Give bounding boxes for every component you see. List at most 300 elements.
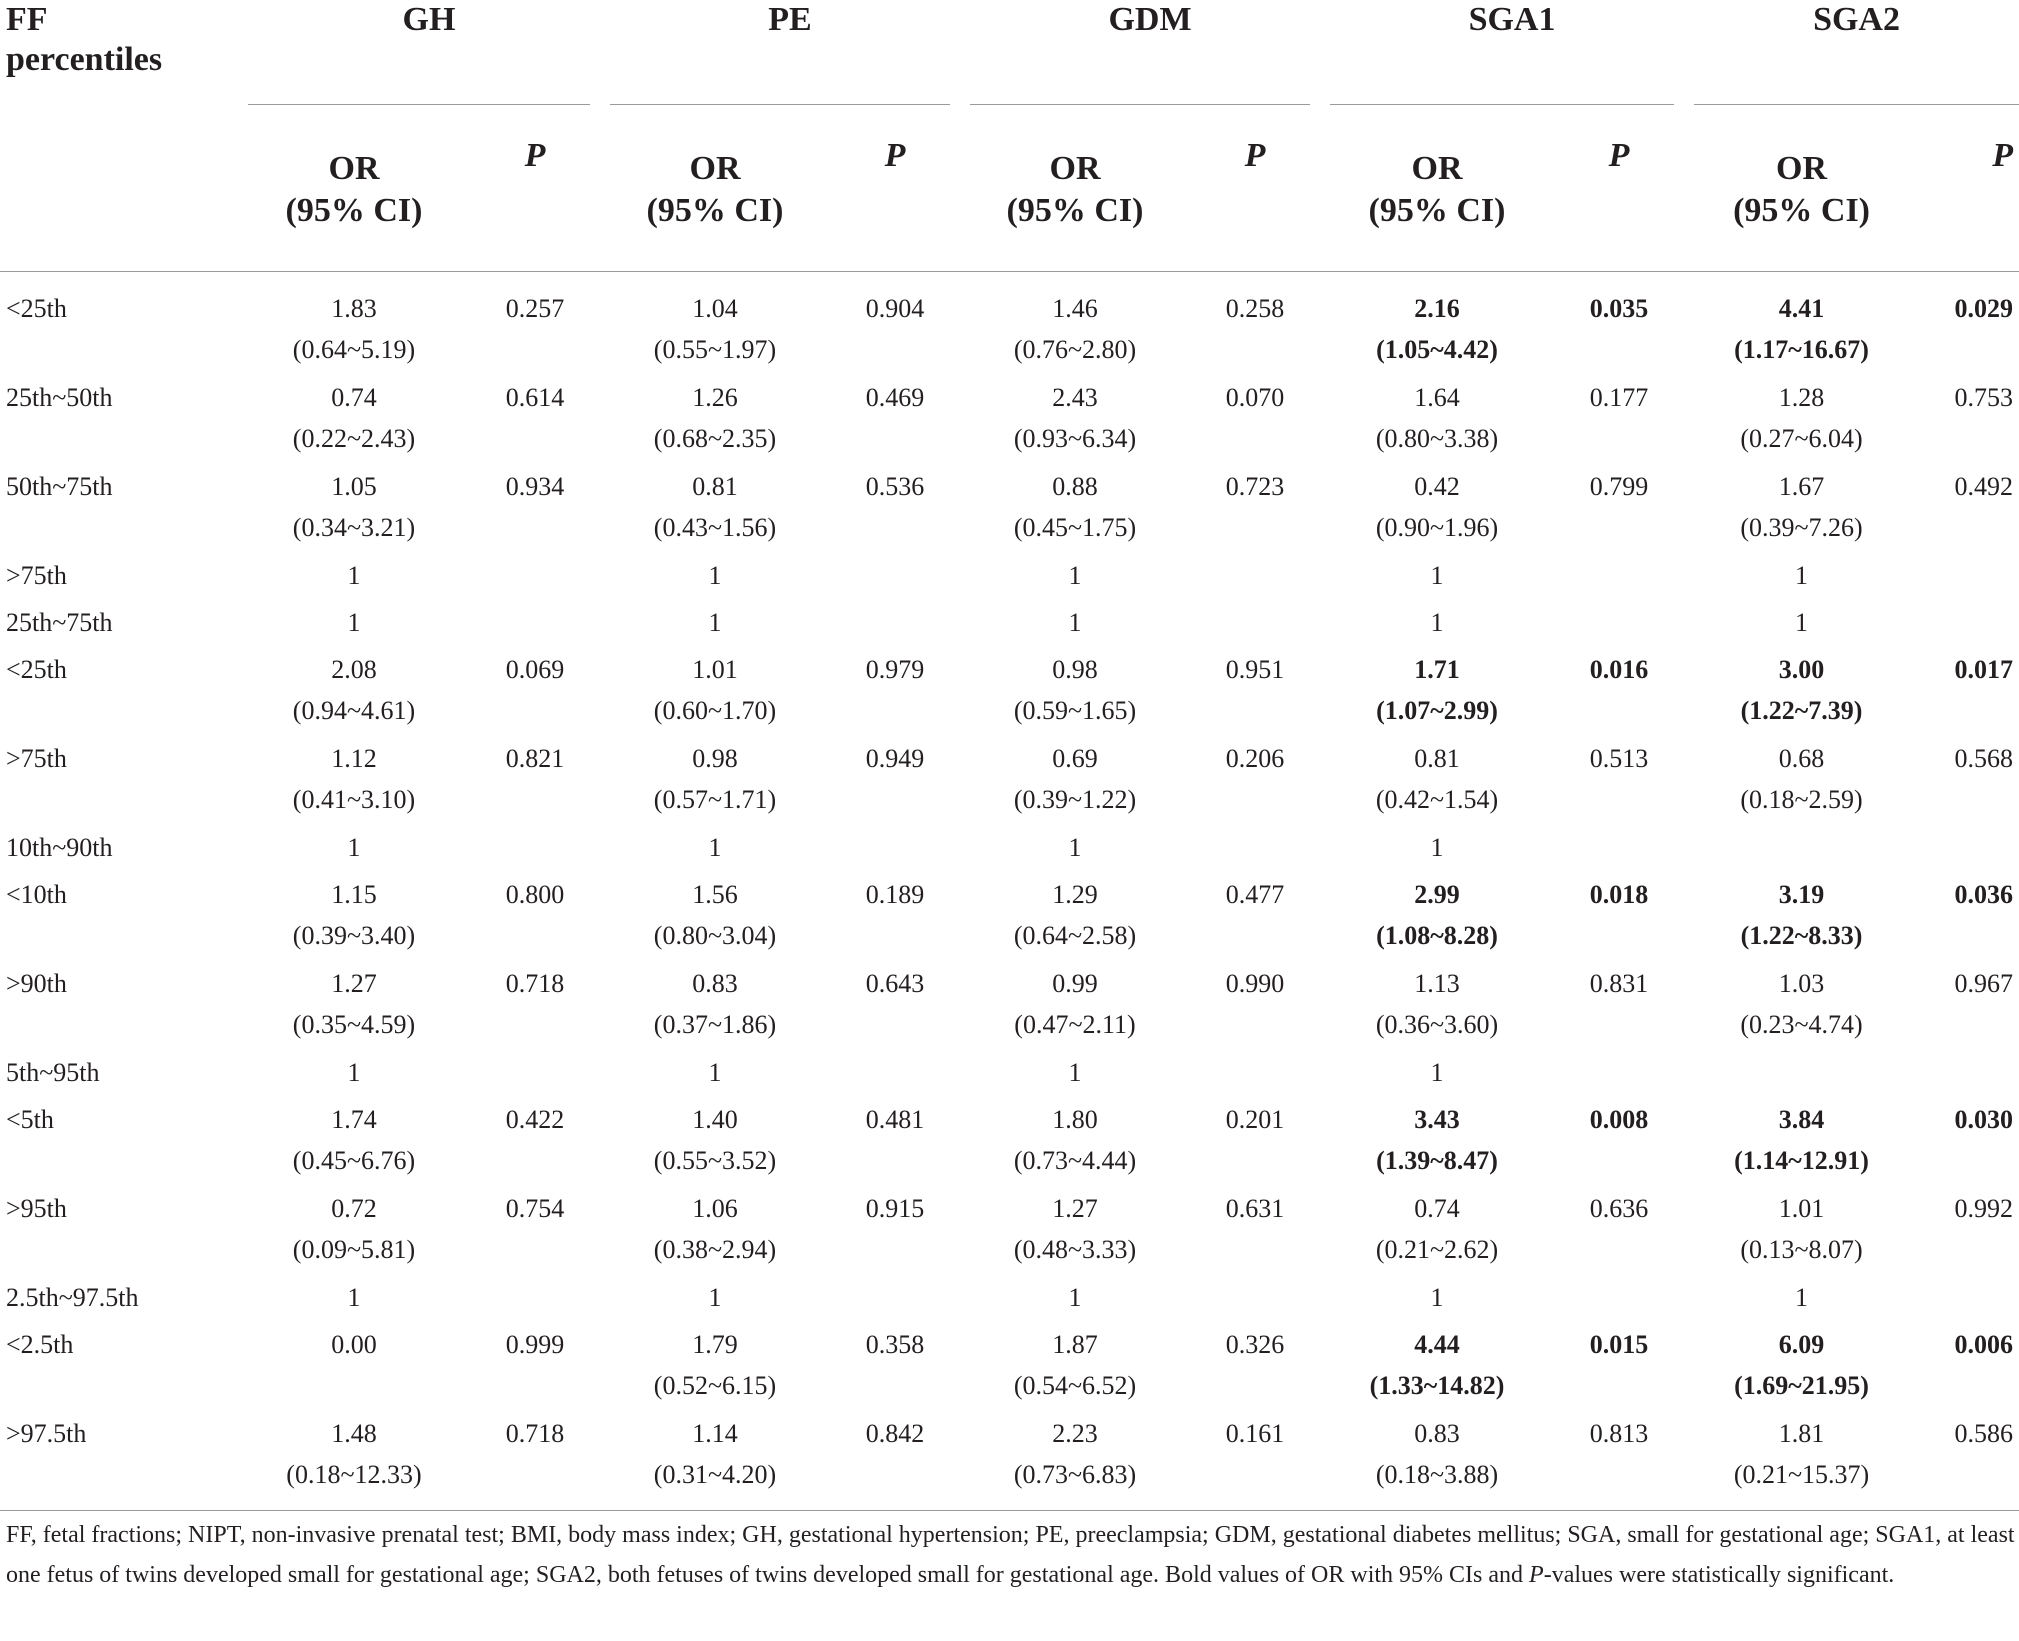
p-value: 0.513 xyxy=(1589,744,1649,773)
row-label: 25th~50th xyxy=(6,383,113,412)
or-cell xyxy=(1694,1277,1909,1324)
table-row xyxy=(0,738,2019,827)
p-value: 0.258 xyxy=(1225,294,1285,323)
or-value: 0.74 xyxy=(331,383,377,412)
group-header-gh: GH xyxy=(402,1,456,38)
ci-value: (0.60~1.70) xyxy=(653,696,777,725)
p-header: P xyxy=(1992,137,2014,174)
or-cell xyxy=(610,1413,820,1502)
ci-value: (0.39~3.40) xyxy=(292,921,416,950)
or-cell xyxy=(610,1324,820,1413)
p-value: 0.069 xyxy=(505,655,565,684)
or-cell xyxy=(1330,272,1544,378)
or-value: 3.00 xyxy=(1778,655,1825,684)
p-value: 0.036 xyxy=(1954,880,2014,909)
p-value xyxy=(820,827,970,874)
ci-value: (0.18~3.88) xyxy=(1375,1460,1499,1489)
p-header: P xyxy=(884,137,906,174)
or-value: 1.79 xyxy=(692,1330,738,1359)
table-row xyxy=(0,272,2019,378)
or-value: 0.98 xyxy=(692,744,738,773)
p-value: 0.586 xyxy=(1954,1419,2014,1448)
or-value: 1 xyxy=(347,1058,361,1087)
or-value: 0.81 xyxy=(1414,744,1460,773)
ci-value: (0.36~3.60) xyxy=(1375,1010,1499,1039)
or-cell xyxy=(1330,1099,1544,1188)
p-value: 0.008 xyxy=(1589,1105,1649,1134)
table-body xyxy=(0,272,2019,1503)
or-header-line: OR xyxy=(689,150,741,187)
ci-value: (1.39~8.47) xyxy=(1376,1146,1498,1175)
ci-value: (0.80~3.04) xyxy=(653,921,777,950)
p-value xyxy=(1909,827,2019,874)
row-label: <25th xyxy=(6,294,67,323)
or-cell xyxy=(1694,874,1909,963)
or-value: 1.29 xyxy=(1052,880,1098,909)
ci-value: (0.80~3.38) xyxy=(1375,424,1499,453)
ci-value: (1.08~8.28) xyxy=(1376,921,1498,950)
or-value: 0.83 xyxy=(692,969,738,998)
table-row xyxy=(0,377,2019,466)
p-value xyxy=(1544,1052,1694,1099)
or-value: 1.40 xyxy=(692,1105,738,1134)
or-cell xyxy=(610,963,820,1052)
row-label: <2.5th xyxy=(6,1330,74,1359)
or-cell xyxy=(1694,1188,1909,1277)
ci-value: (0.93~6.34) xyxy=(1013,424,1137,453)
p-value: 0.016 xyxy=(1589,655,1649,684)
p-value: 0.017 xyxy=(1954,655,2014,684)
or-value: 2.43 xyxy=(1052,383,1098,412)
p-value: 0.718 xyxy=(505,1419,565,1448)
or-value: 3.19 xyxy=(1778,880,1825,909)
or-cell xyxy=(248,827,460,874)
p-value: 0.422 xyxy=(505,1105,565,1134)
or-cell xyxy=(1694,466,1909,555)
or-cell xyxy=(1694,555,1909,602)
or-cell xyxy=(248,602,460,649)
or-cell xyxy=(1694,963,1909,1052)
ci-value: (0.57~1.71) xyxy=(653,785,777,814)
p-value: 0.949 xyxy=(865,744,925,773)
p-value xyxy=(1909,1277,2019,1324)
or-cell xyxy=(1694,272,1909,378)
ci-value: (0.18~2.59) xyxy=(1740,785,1863,814)
or-cell xyxy=(970,377,1180,466)
table-row xyxy=(0,1052,2019,1099)
or-header xyxy=(610,105,820,272)
or-cell xyxy=(970,1324,1180,1413)
or-value: 0.81 xyxy=(692,472,738,501)
p-value xyxy=(460,1277,610,1324)
or-cell xyxy=(1330,602,1544,649)
row-label: >75th xyxy=(6,744,67,773)
or-cell xyxy=(610,602,820,649)
or-value: 1 xyxy=(708,608,722,637)
or-cell xyxy=(610,738,820,827)
or-value: 1 xyxy=(1068,833,1082,862)
p-value xyxy=(1180,602,1330,649)
p-value: 0.934 xyxy=(505,472,565,501)
or-cell xyxy=(970,1188,1180,1277)
ci-value: (0.42~1.54) xyxy=(1375,785,1499,814)
or-value: 1 xyxy=(1795,561,1809,590)
or-value: 0.69 xyxy=(1052,744,1098,773)
p-value: 0.070 xyxy=(1225,383,1285,412)
ci-value: (0.94~4.61) xyxy=(292,696,416,725)
row-label: 50th~75th xyxy=(6,472,113,501)
or-value: 1 xyxy=(1068,1058,1082,1087)
or-value: 1.01 xyxy=(692,655,738,684)
row-label: >75th xyxy=(6,561,67,590)
ci-value: (0.39~1.22) xyxy=(1013,785,1137,814)
or-cell xyxy=(610,1099,820,1188)
sub-header-spacer xyxy=(0,105,248,272)
ci-value: (0.73~6.83) xyxy=(1013,1460,1137,1489)
p-value: 0.723 xyxy=(1225,472,1285,501)
row-label: <25th xyxy=(6,655,67,684)
or-value: 1 xyxy=(708,833,722,862)
p-value: 0.614 xyxy=(505,383,565,412)
or-cell xyxy=(1694,827,1909,874)
ci-value: (0.54~6.52) xyxy=(1013,1371,1137,1400)
or-value: 2.16 xyxy=(1414,294,1460,323)
or-cell xyxy=(970,963,1180,1052)
or-value: 3.84 xyxy=(1778,1105,1825,1134)
or-value: 1 xyxy=(708,1283,722,1312)
or-header-line: OR xyxy=(1776,150,1828,187)
or-cell xyxy=(970,466,1180,555)
or-cell xyxy=(1694,1413,1909,1502)
or-value: 1.26 xyxy=(692,383,738,412)
or-header-line: OR xyxy=(328,150,380,187)
or-cell xyxy=(248,1413,460,1502)
or-cell xyxy=(970,649,1180,738)
p-value: 0.904 xyxy=(865,294,925,323)
or-value: 1 xyxy=(1068,608,1082,637)
group-header-pe: PE xyxy=(768,1,812,38)
row-header-line-1: FF xyxy=(6,1,48,38)
or-value: 1.56 xyxy=(692,880,738,909)
ci-value: (1.22~8.33) xyxy=(1740,921,1863,950)
ci-value: (0.09~5.81) xyxy=(292,1235,416,1264)
p-value: 0.536 xyxy=(865,472,925,501)
or-header xyxy=(970,105,1180,272)
footnote-text-1: FF, fetal fractions; NIPT, non-invasive prenatal test; BMI, body mass index; GH, gestational hypertension; PE, preeclampsia; GDM, gestational diabetes mellitus; SGA, small for gestational age; SGA1, at least one fetus of twins developed small for gestational age; SGA2, both fetuses of twins developed small for gestational age. Bold values of OR with 95% CIs and xyxy=(6,1522,2015,1588)
p-value: 0.831 xyxy=(1589,969,1649,998)
p-value xyxy=(460,602,610,649)
row-label: <10th xyxy=(6,880,67,909)
or-value: 1 xyxy=(1430,561,1444,590)
or-header xyxy=(1330,105,1544,272)
p-value xyxy=(1180,1052,1330,1099)
or-cell xyxy=(610,874,820,963)
ci-value: (1.05~4.42) xyxy=(1376,335,1498,364)
p-value: 0.800 xyxy=(505,880,565,909)
or-value: 1 xyxy=(347,561,361,590)
p-value: 0.979 xyxy=(865,655,925,684)
p-value xyxy=(460,827,610,874)
or-cell xyxy=(248,1099,460,1188)
ci-value: (0.68~2.35) xyxy=(653,424,777,453)
or-value: 1.74 xyxy=(331,1105,377,1134)
table-row xyxy=(0,1188,2019,1277)
or-cell xyxy=(248,272,460,378)
ci-value: (0.55~1.97) xyxy=(653,335,777,364)
ci-value: (1.22~7.39) xyxy=(1740,696,1863,725)
p-value: 0.842 xyxy=(865,1419,925,1448)
or-cell xyxy=(970,738,1180,827)
or-cell xyxy=(248,1188,460,1277)
or-cell xyxy=(248,1324,460,1413)
ci-value: (1.07~2.99) xyxy=(1376,696,1498,725)
p-value xyxy=(1544,602,1694,649)
or-cell xyxy=(1694,602,1909,649)
table-row xyxy=(0,649,2019,738)
or-cell xyxy=(1694,738,1909,827)
group-header-row xyxy=(0,0,2019,104)
p-value xyxy=(820,1052,970,1099)
or-value: 1 xyxy=(708,561,722,590)
or-value: 0.00 xyxy=(331,1330,377,1359)
p-header: P xyxy=(1608,137,1630,174)
table-row xyxy=(0,827,2019,874)
p-value: 0.631 xyxy=(1225,1194,1285,1223)
p-value: 0.201 xyxy=(1225,1105,1285,1134)
p-value: 0.257 xyxy=(505,294,565,323)
table-row xyxy=(0,963,2019,1052)
group-header-sga1: SGA1 xyxy=(1468,1,1556,38)
ci-value: (0.47~2.11) xyxy=(1014,1010,1136,1039)
p-value xyxy=(820,1277,970,1324)
ci-header-line: (95% CI) xyxy=(1733,192,1870,229)
p-value: 0.161 xyxy=(1225,1419,1285,1448)
or-cell xyxy=(970,1099,1180,1188)
ci-value: (0.37~1.86) xyxy=(653,1010,777,1039)
or-cell xyxy=(610,1052,820,1099)
or-cell xyxy=(248,466,460,555)
or-cell xyxy=(610,272,820,378)
p-value: 0.206 xyxy=(1225,744,1285,773)
p-value: 0.813 xyxy=(1589,1419,1649,1448)
p-value: 0.477 xyxy=(1225,880,1285,909)
p-value: 0.358 xyxy=(865,1330,925,1359)
p-value xyxy=(460,555,610,602)
or-value: 1.27 xyxy=(1052,1194,1098,1223)
p-value: 0.718 xyxy=(505,969,565,998)
p-value: 0.189 xyxy=(865,880,925,909)
p-value xyxy=(1909,555,2019,602)
ci-value: (1.17~16.67) xyxy=(1734,335,1869,364)
or-cell xyxy=(1330,738,1544,827)
or-cell xyxy=(970,272,1180,378)
or-value: 1.64 xyxy=(1414,383,1460,412)
row-label: 10th~90th xyxy=(6,833,113,862)
ci-value: (0.59~1.65) xyxy=(1013,696,1137,725)
ci-value: (0.45~1.75) xyxy=(1013,513,1137,542)
or-cell xyxy=(970,602,1180,649)
p-value xyxy=(1544,827,1694,874)
ci-header-line: (95% CI) xyxy=(1006,192,1144,229)
or-value: 1 xyxy=(347,1283,361,1312)
or-value: 1.03 xyxy=(1778,969,1825,998)
or-cell xyxy=(248,377,460,466)
or-cell xyxy=(1330,649,1544,738)
ci-value: (0.39~7.26) xyxy=(1740,513,1863,542)
or-value: 1.80 xyxy=(1052,1105,1098,1134)
p-value: 0.018 xyxy=(1589,880,1649,909)
ci-header-line: (95% CI) xyxy=(646,192,784,229)
ci-value: (0.76~2.80) xyxy=(1013,335,1137,364)
ci-value: (0.22~2.43) xyxy=(292,424,416,453)
p-value: 0.469 xyxy=(865,383,925,412)
group-header-sga2: SGA2 xyxy=(1813,1,1900,38)
or-value: 1.12 xyxy=(331,744,377,773)
row-label: >95th xyxy=(6,1194,67,1223)
p-value: 0.568 xyxy=(1954,744,2014,773)
table-row xyxy=(0,1277,2019,1324)
p-value: 0.326 xyxy=(1225,1330,1285,1359)
or-value: 1 xyxy=(1430,1283,1444,1312)
ci-value: (0.31~4.20) xyxy=(653,1460,777,1489)
or-value: 1 xyxy=(1068,561,1082,590)
table-row xyxy=(0,466,2019,555)
or-cell xyxy=(248,1052,460,1099)
group-header-gdm: GDM xyxy=(1108,1,1192,38)
or-cell xyxy=(1330,1413,1544,1502)
or-value: 1.87 xyxy=(1052,1330,1098,1359)
p-header: P xyxy=(524,137,546,174)
or-value: 1 xyxy=(1430,833,1444,862)
or-cell xyxy=(1694,1052,1909,1099)
or-cell xyxy=(970,827,1180,874)
p-value xyxy=(1544,555,1694,602)
p-value xyxy=(1180,555,1330,602)
p-value xyxy=(1909,1052,2019,1099)
p-value xyxy=(1180,827,1330,874)
or-value: 6.09 xyxy=(1778,1330,1825,1359)
p-value xyxy=(1544,1277,1694,1324)
or-value: 1.71 xyxy=(1414,655,1460,684)
or-value: 1 xyxy=(347,608,361,637)
or-cell xyxy=(248,738,460,827)
or-value: 1.14 xyxy=(692,1419,738,1448)
or-value: 1.28 xyxy=(1778,383,1825,412)
or-value: 0.83 xyxy=(1414,1419,1460,1448)
or-value: 0.42 xyxy=(1414,472,1460,501)
or-cell xyxy=(610,649,820,738)
row-label: <5th xyxy=(6,1105,54,1134)
or-value: 4.41 xyxy=(1778,294,1825,323)
table-row xyxy=(0,1099,2019,1188)
ci-value: (0.21~15.37) xyxy=(1733,1460,1870,1489)
p-value: 0.754 xyxy=(505,1194,565,1223)
row-header-line-2: percentiles xyxy=(6,41,163,78)
p-value: 0.481 xyxy=(865,1105,925,1134)
ci-value: (0.90~1.96) xyxy=(1375,513,1499,542)
or-value: 1.05 xyxy=(331,472,377,501)
or-header-line: OR xyxy=(1411,150,1463,187)
or-cell xyxy=(1330,555,1544,602)
or-value: 1.01 xyxy=(1778,1194,1825,1223)
or-value: 1.27 xyxy=(331,969,377,998)
footnote-p-italic: P xyxy=(1529,1562,1544,1588)
or-cell xyxy=(1330,827,1544,874)
or-cell xyxy=(1694,1324,1909,1413)
or-cell xyxy=(1694,377,1909,466)
or-value: 1 xyxy=(1430,608,1444,637)
p-value: 0.951 xyxy=(1225,655,1285,684)
or-cell xyxy=(610,1277,820,1324)
or-value: 1.81 xyxy=(1778,1419,1825,1448)
ci-value: (1.14~12.91) xyxy=(1734,1146,1869,1175)
or-cell xyxy=(970,1277,1180,1324)
or-value: 0.98 xyxy=(1052,655,1098,684)
p-value: 0.990 xyxy=(1225,969,1285,998)
or-cell xyxy=(970,1413,1180,1502)
row-label: >90th xyxy=(6,969,67,998)
ci-value: (0.27~6.04) xyxy=(1740,424,1863,453)
p-value: 0.029 xyxy=(1954,294,2014,323)
p-value: 0.015 xyxy=(1589,1330,1649,1359)
or-cell xyxy=(970,1052,1180,1099)
or-value: 1.13 xyxy=(1414,969,1460,998)
or-value: 0.68 xyxy=(1778,744,1825,773)
ci-value: (0.43~1.56) xyxy=(653,513,777,542)
or-value: 1.06 xyxy=(692,1194,738,1223)
p-value: 0.967 xyxy=(1954,969,2014,998)
ci-value: (0.73~4.44) xyxy=(1013,1146,1137,1175)
p-value: 0.030 xyxy=(1954,1105,2014,1134)
or-value: 1 xyxy=(1795,1283,1809,1312)
or-cell xyxy=(610,466,820,555)
bottom-rule xyxy=(0,1510,2019,1511)
footnote-text-2: -values were statistically significant. xyxy=(1543,1562,1895,1588)
row-header-label xyxy=(0,0,248,104)
p-value: 0.492 xyxy=(1954,472,2014,501)
or-cell xyxy=(1330,1324,1544,1413)
ci-value: (0.64~2.58) xyxy=(1013,921,1137,950)
or-value: 1.04 xyxy=(692,294,738,323)
sub-header-row xyxy=(0,105,2019,272)
p-value: 0.915 xyxy=(865,1194,925,1223)
or-value: 1 xyxy=(347,833,361,862)
or-cell xyxy=(1330,1188,1544,1277)
or-cell xyxy=(1330,1052,1544,1099)
or-value: 3.43 xyxy=(1414,1105,1460,1134)
ci-value: (0.55~3.52) xyxy=(653,1146,777,1175)
or-value: 2.99 xyxy=(1414,880,1460,909)
table-row xyxy=(0,555,2019,602)
ci-value: (0.41~3.10) xyxy=(292,785,416,814)
ci-header-line: (95% CI) xyxy=(285,192,423,229)
or-value: 1.48 xyxy=(331,1419,377,1448)
p-header: P xyxy=(1244,137,1266,174)
p-value: 0.821 xyxy=(505,744,565,773)
or-value: 4.44 xyxy=(1414,1330,1460,1359)
or-value: 0.72 xyxy=(331,1194,377,1223)
or-value: 1.67 xyxy=(1778,472,1825,501)
p-value: 0.643 xyxy=(865,969,925,998)
ci-value: (0.21~2.62) xyxy=(1375,1235,1499,1264)
ci-value: (0.38~2.94) xyxy=(653,1235,777,1264)
or-cell xyxy=(1330,963,1544,1052)
p-value: 0.006 xyxy=(1954,1330,2014,1359)
p-value xyxy=(460,1052,610,1099)
or-cell xyxy=(248,649,460,738)
or-cell xyxy=(248,555,460,602)
or-value: 1 xyxy=(1068,1283,1082,1312)
